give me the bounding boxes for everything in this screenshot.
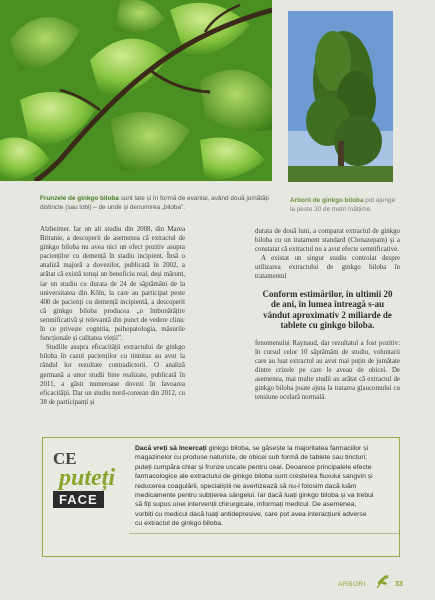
left-text-column <box>40 225 185 407</box>
right-paragraph-2: A existat un singur studiu controlat despre utilizarea extractului de ginkgo biloba în tratamentul <box>255 255 400 281</box>
box-body-text <box>135 444 375 529</box>
badge-face: FACE <box>53 491 104 508</box>
ginkgo-tree-photo <box>288 11 393 182</box>
box-lead-bold: Dacă vreți să încercați <box>135 445 207 452</box>
right-paragraph-1: durata de două luni, a comparat extractul de ginkgo biloba cu un tratament standard (Clonazepam) și a constatat că extractul nu a avut efecte semnificative. <box>255 228 400 254</box>
leaves-caption-text: sunt late și în formă de evantai, având două jumătăți distincte (sau lobi) – de unde și denumirea „biloba”. <box>40 195 269 211</box>
left-paragraph-1: Alzheimer. Iar un alt studiu din 2008, din Marea Britanie, a descoperit de asemenea că extractul de ginkgo biloba nu avea nici un efect pozitiv asupra pacienților cu demență în stadiu incipient. Însă o analiză majoră a dovezilor, publicată în 2002, a arătat că există totuși un beneficiu real, deși mărunt, iar un studiu cu durata de 24 de săptămâni de la universitatea din Köln, la care au participat peste 400 de pacienți cu demență incipientă, a descoperit că ginkgo biloba producea „o îmbunătățire semnificativă și relevantă din punct de vedere clinic în ce privește cognitia, psihopatologia, măsurile funcționale și calitatea vieții”. <box>40 226 185 343</box>
ginkgo-leaves-illustration <box>0 0 272 181</box>
badge-puteti: puteți <box>59 465 116 491</box>
tree-caption <box>290 197 400 214</box>
right-paragraph-3: fenomenului Raynaud, dar rezultatul a fost pozitiv: în cursul celor 10 săptămâni de studiu, voluntarii care au luat extractul au avut mai puțin de jumătate dintre crizele pe care le aveau de obicei. De asemenea, mai multe studii au arătat că extractul de ginkgo biloba poate ajuta la tratarea glaucomului cu tensiune oculară normală. <box>255 339 400 402</box>
box-divider <box>129 533 399 534</box>
page-number: 33 <box>395 581 403 588</box>
right-text-column <box>255 227 400 402</box>
left-paragraph-2: Studiile asupra eficacității extractului de ginkgo biloba în cazul pacienților cu tinnitus au avut la rândul lor rezultate contradictorii. O analiză germană a unor studii bine realizate, publicată în 2011, a găsit numeroase dovezi în favoarea eficacității. Dar un studiu nord-coreean din 2012, cu 38 de participanți și <box>40 344 185 406</box>
ce-puteti-face-badge <box>53 450 127 509</box>
what-you-can-do-box <box>42 437 400 557</box>
pull-quote: Conform estimărilor, în ultimii 20 de ani, în lumea întreagă s-au vândut aproximativ 2 miliarde de tablete cu ginkgo biloba. <box>262 288 393 331</box>
tree-caption-text: pot ajunge la peste 30 de metri înălțime. <box>290 197 396 213</box>
leaves-caption <box>40 195 272 212</box>
leaves-caption-title: Frunzele de ginkgo biloba <box>40 195 119 202</box>
tree-caption-title: Arborii de ginkgo biloba <box>290 197 364 204</box>
box-text-body: ginkgo biloba, se găsește la majoritatea farmaciilor și magazinelor cu produse naturiste, de obicei sub formă de tablete sau tincturi; puteți cumpăra chiar și frunze uscate pentru ceai. Deoarece principalele efecte farmacologice ale extractului de ginkgo biloba sunt creșterea fluxului sangvin și reducerea coagulării, specialiștii ne avertizează să nu-l folosim dacă luăm medicamente pentru subțierea sângelui. Iar dacă luați ginkgo biloba și va trebui să fiți supus unei intervenții chirurgicale, informați medicul. De asemenea, vorbiți cu medicul dacă luați antidepresive, care pot avea interacțiuni adverse cu extractul de ginkgo biloba. <box>135 445 374 528</box>
ginkgo-leaves-photo <box>0 0 272 181</box>
ginkgo-tree-illustration <box>288 11 393 182</box>
badge-ce: CE <box>53 449 77 468</box>
footer-section-label: ARBORI <box>338 581 366 588</box>
leaf-sprig-icon <box>374 573 390 589</box>
